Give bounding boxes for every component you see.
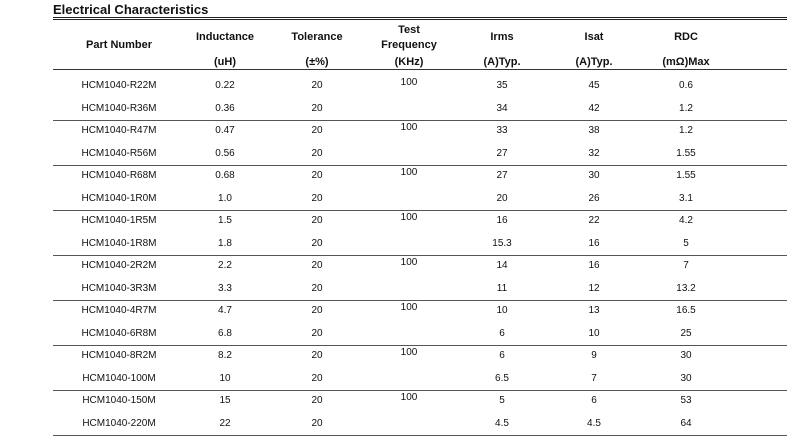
- top-rule-double: [53, 19, 787, 20]
- cell-tolerance: 20: [311, 395, 323, 406]
- group-divider: [53, 255, 787, 256]
- cell-rdc: 5: [683, 237, 689, 249]
- cell-rdc: 1.2: [679, 102, 693, 114]
- cell-tolerance: 20: [311, 372, 323, 384]
- cell-part: HCM1040-6R8M: [81, 327, 157, 339]
- top-rule: [53, 17, 787, 18]
- cell-rdc: 4.2: [679, 215, 693, 226]
- cell-test-frequency: 100: [400, 122, 418, 133]
- cell-inductance: 0.36: [215, 102, 235, 114]
- cell-rdc: 30: [680, 372, 692, 384]
- cell-inductance: 15: [219, 395, 231, 406]
- cell-irms: 14: [496, 260, 508, 271]
- cell-isat: 16: [588, 237, 600, 249]
- cell-inductance: 22: [219, 417, 231, 429]
- cell-rdc: 1.55: [676, 170, 696, 181]
- cell-part: HCM1040-2R2M: [81, 260, 157, 271]
- cell-tolerance: 20: [311, 170, 323, 181]
- cell-tolerance: 20: [311, 215, 323, 226]
- cell-part: HCM1040-R22M: [81, 80, 157, 91]
- cell-part: HCM1040-4R7M: [81, 305, 157, 316]
- cell-tolerance: 20: [311, 417, 323, 429]
- cell-inductance: 1.5: [218, 215, 232, 226]
- cell-tolerance: 20: [311, 147, 323, 159]
- group-divider: [53, 390, 787, 391]
- cell-isat: 30: [588, 170, 600, 181]
- header-isat: Isat: [584, 31, 604, 43]
- cell-irms: 15.3: [492, 237, 512, 249]
- header-rdc-unit: (mΩ)Max: [662, 56, 710, 68]
- cell-isat: 22: [588, 215, 600, 226]
- cell-part: HCM1040-R68M: [81, 170, 157, 181]
- cell-irms: 6: [499, 327, 505, 339]
- cell-test-frequency: 100: [400, 167, 418, 178]
- cell-part: HCM1040-1R8M: [81, 237, 157, 249]
- cell-isat: 26: [588, 192, 600, 204]
- cell-inductance: 3.3: [218, 282, 232, 294]
- cell-irms: 11: [496, 282, 508, 294]
- header-inductance: Inductance: [195, 31, 255, 43]
- cell-test-frequency: 100: [400, 347, 418, 358]
- cell-test-frequency: 100: [400, 392, 418, 403]
- group-divider: [53, 300, 787, 301]
- cell-part: HCM1040-220M: [82, 417, 156, 429]
- cell-rdc: 1.55: [676, 147, 696, 159]
- cell-part: HCM1040-8R2M: [81, 350, 157, 361]
- cell-rdc: 16.5: [676, 305, 696, 316]
- cell-inductance: 8.2: [218, 350, 232, 361]
- cell-test-frequency: 100: [400, 302, 418, 313]
- cell-rdc: 13.2: [676, 282, 696, 294]
- cell-isat: 12: [588, 282, 600, 294]
- header-isat-unit: (A)Typ.: [575, 56, 613, 68]
- cell-inductance: 6.8: [218, 327, 232, 339]
- cell-rdc: 3.1: [679, 192, 693, 204]
- cell-tolerance: 20: [311, 102, 323, 114]
- cell-isat: 13: [588, 305, 600, 316]
- header-test-frequency-line1: Test: [398, 24, 420, 36]
- header-tolerance-unit: (±%): [305, 56, 329, 68]
- cell-inductance: 0.68: [215, 170, 235, 181]
- cell-irms: 4.5: [495, 417, 509, 429]
- cell-tolerance: 20: [311, 327, 323, 339]
- cell-inductance: 0.47: [215, 125, 235, 136]
- header-test-frequency-unit: (KHz): [394, 56, 424, 68]
- cell-part: HCM1040-R47M: [81, 125, 157, 136]
- cell-part: HCM1040-100M: [82, 372, 156, 384]
- cell-rdc: 53: [680, 395, 692, 406]
- group-divider: [53, 345, 787, 346]
- cell-irms: 16: [496, 215, 508, 226]
- cell-part: HCM1040-3R3M: [81, 282, 157, 294]
- cell-part: HCM1040-1R5M: [81, 215, 157, 226]
- cell-inductance: 2.2: [218, 260, 232, 271]
- cell-irms: 27: [496, 147, 508, 159]
- cell-irms: 10: [496, 305, 508, 316]
- cell-irms: 20: [496, 192, 508, 204]
- cell-isat: 38: [588, 125, 600, 136]
- cell-test-frequency: 100: [400, 257, 418, 268]
- cell-isat: 45: [588, 80, 600, 91]
- cell-tolerance: 20: [311, 80, 323, 91]
- cell-part: HCM1040-1R0M: [81, 192, 157, 204]
- cell-rdc: 64: [680, 417, 692, 429]
- cell-isat: 6: [591, 395, 597, 406]
- cell-rdc: 1.2: [679, 125, 693, 136]
- cell-tolerance: 20: [311, 192, 323, 204]
- header-rdc: RDC: [674, 31, 698, 43]
- cell-tolerance: 20: [311, 305, 323, 316]
- cell-irms: 35: [496, 80, 508, 91]
- cell-tolerance: 20: [311, 350, 323, 361]
- cell-irms: 33: [496, 125, 508, 136]
- cell-test-frequency: 100: [400, 77, 418, 88]
- cell-isat: 9: [591, 350, 597, 361]
- header-part-number: Part Number: [85, 39, 153, 51]
- cell-rdc: 0.6: [679, 80, 693, 91]
- cell-isat: 7: [591, 372, 597, 384]
- cell-isat: 32: [588, 147, 600, 159]
- header-tolerance: Tolerance: [291, 31, 343, 43]
- cell-inductance: 1.8: [218, 237, 232, 249]
- cell-isat: 4.5: [587, 417, 601, 429]
- cell-isat: 10: [588, 327, 600, 339]
- cell-inductance: 4.7: [218, 305, 232, 316]
- header-irms: Irms: [490, 31, 514, 43]
- table-title: Electrical Characteristics: [53, 2, 209, 17]
- cell-irms: 6: [499, 350, 505, 361]
- header-inductance-unit: (uH): [214, 56, 236, 68]
- cell-tolerance: 20: [311, 282, 323, 294]
- cell-isat: 42: [588, 102, 600, 114]
- cell-inductance: 0.22: [215, 80, 235, 91]
- cell-part: HCM1040-R56M: [81, 147, 157, 159]
- group-divider: [53, 120, 787, 121]
- cell-tolerance: 20: [311, 125, 323, 136]
- header-test-frequency-line2: Frequency: [381, 39, 437, 51]
- cell-rdc: 25: [680, 327, 692, 339]
- cell-rdc: 7: [683, 260, 689, 271]
- cell-irms: 34: [496, 102, 508, 114]
- group-divider: [53, 435, 787, 436]
- cell-tolerance: 20: [311, 260, 323, 271]
- cell-part: HCM1040-R36M: [81, 102, 157, 114]
- cell-inductance: 0.56: [215, 147, 235, 159]
- cell-part: HCM1040-150M: [82, 395, 156, 406]
- cell-inductance: 10: [219, 372, 231, 384]
- group-divider: [53, 210, 787, 211]
- cell-irms: 27: [496, 170, 508, 181]
- cell-irms: 5: [499, 395, 505, 406]
- header-divider: [53, 69, 787, 70]
- cell-inductance: 1.0: [218, 192, 232, 204]
- cell-irms: 6.5: [495, 372, 509, 384]
- cell-isat: 16: [588, 260, 600, 271]
- group-divider: [53, 165, 787, 166]
- cell-rdc: 30: [680, 350, 692, 361]
- cell-tolerance: 20: [311, 237, 323, 249]
- header-irms-unit: (A)Typ.: [483, 56, 521, 68]
- cell-test-frequency: 100: [400, 212, 418, 223]
